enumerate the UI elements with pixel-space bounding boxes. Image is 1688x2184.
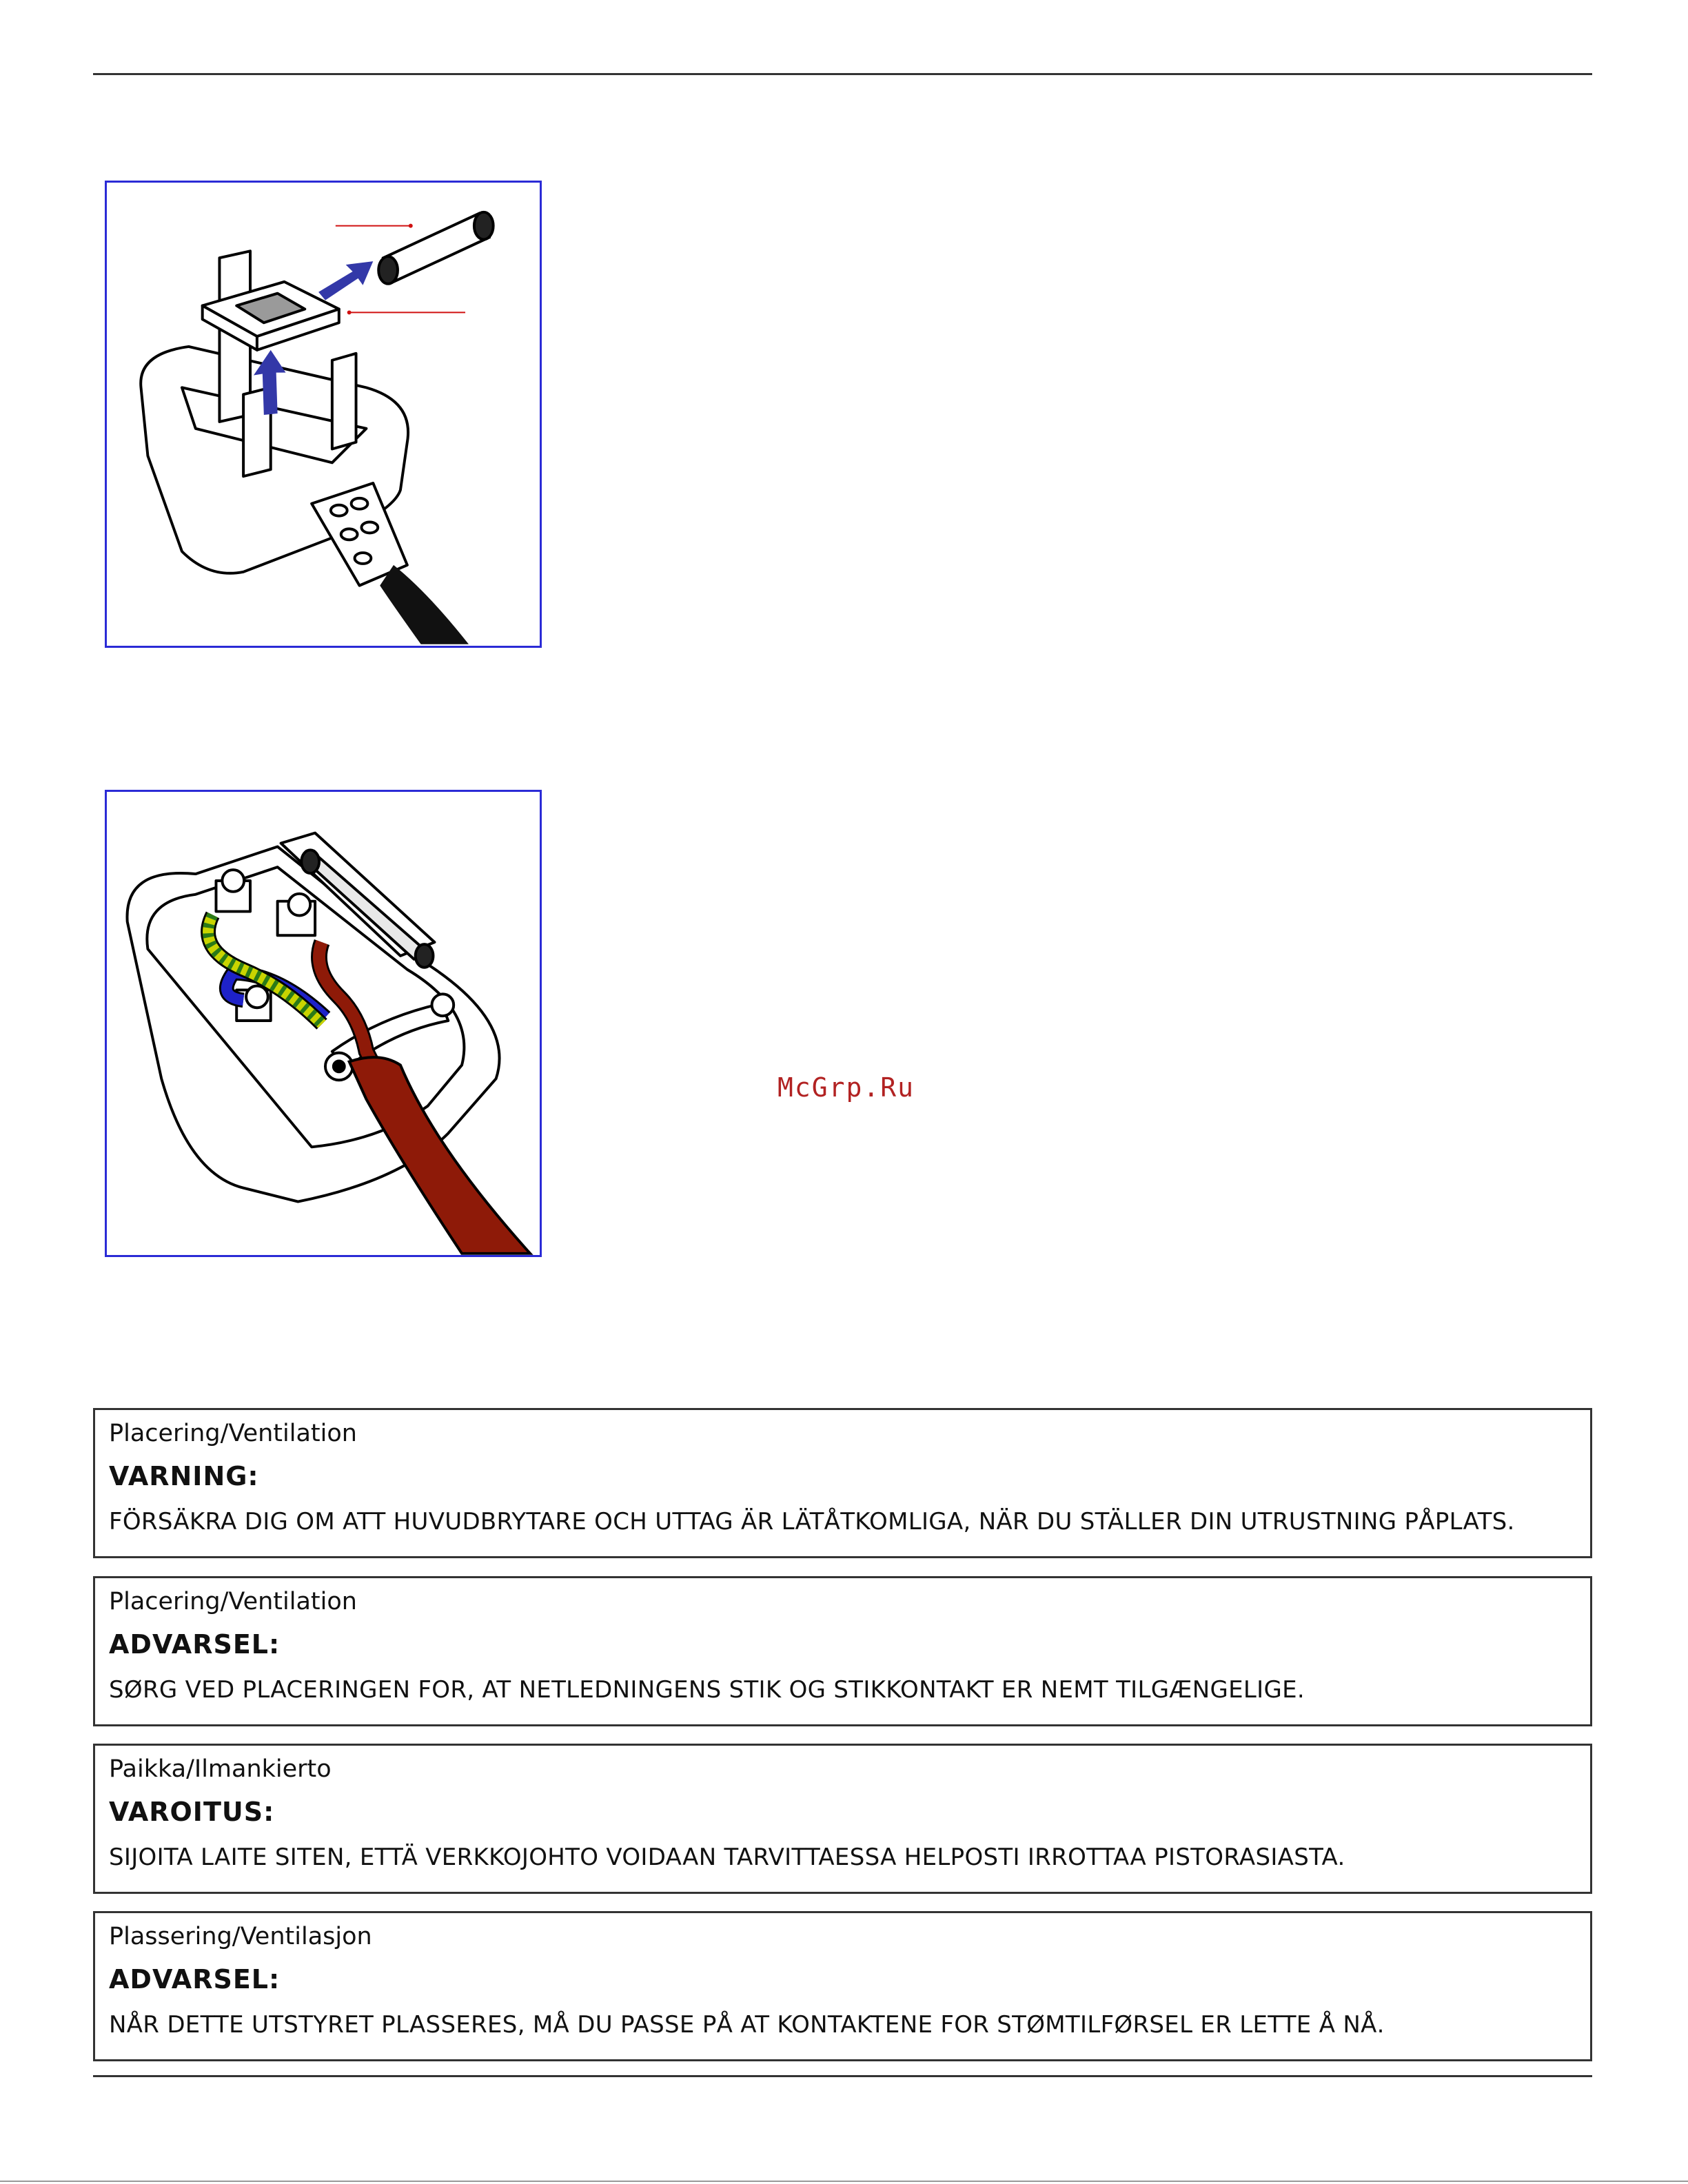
notice-heading: Placering/Ventilation: [109, 1420, 357, 1447]
notice-label: VARNING:: [109, 1461, 259, 1491]
notice-text: FÖRSÄKRA DIG OM ATT HUVUDBRYTARE OCH UTTAG ÄR LÄTÅTKOMLIGA, NÄR DU STÄLLER DIN UTRUSTNING PÅPLATS.: [109, 1508, 1515, 1535]
notice-label: ADVARSEL:: [109, 1964, 281, 1994]
notice-norwegian: [93, 1911, 1592, 2061]
fuse-replacement-figure: [105, 181, 542, 648]
header-rule: [93, 73, 1592, 75]
fuse-replacement-illustration: [107, 183, 540, 646]
notice-text: NÅR DETTE UTSTYRET PLASSERES, MÅ DU PASSE PÅ AT KONTAKTENE FOR STØMTILFØRSEL ER LETTE Å NÅ.: [109, 2011, 1385, 2039]
notice-label: VAROITUS:: [109, 1797, 275, 1827]
watermark: McGrp.Ru: [777, 1072, 915, 1103]
page-edge-line: [0, 2181, 1688, 2182]
notice-text: SØRG VED PLACERINGEN FOR, AT NETLEDNINGENS STIK OG STIKKONTAKT ER NEMT TILGÆNGELIGE.: [109, 1676, 1305, 1704]
notice-swedish: [93, 1408, 1592, 1558]
notice-heading: Paikka/Ilmankierto: [109, 1755, 332, 1783]
notice-heading: Plassering/Ventilasjon: [109, 1923, 372, 1950]
plug-wiring-figure: [105, 790, 542, 1257]
notice-text: SIJOITA LAITE SITEN, ETTÄ VERKKOJOHTO VOIDAAN TARVITTAESSA HELPOSTI IRROTTAA PISTORASIASTA.: [109, 1844, 1345, 1871]
plug-wiring-illustration: [107, 792, 540, 1255]
notice-heading: Placering/Ventilation: [109, 1588, 357, 1615]
notice-finnish: [93, 1744, 1592, 1894]
notice-danish: [93, 1576, 1592, 1726]
footer-rule: [93, 2075, 1592, 2077]
notice-label: ADVARSEL:: [109, 1629, 281, 1660]
